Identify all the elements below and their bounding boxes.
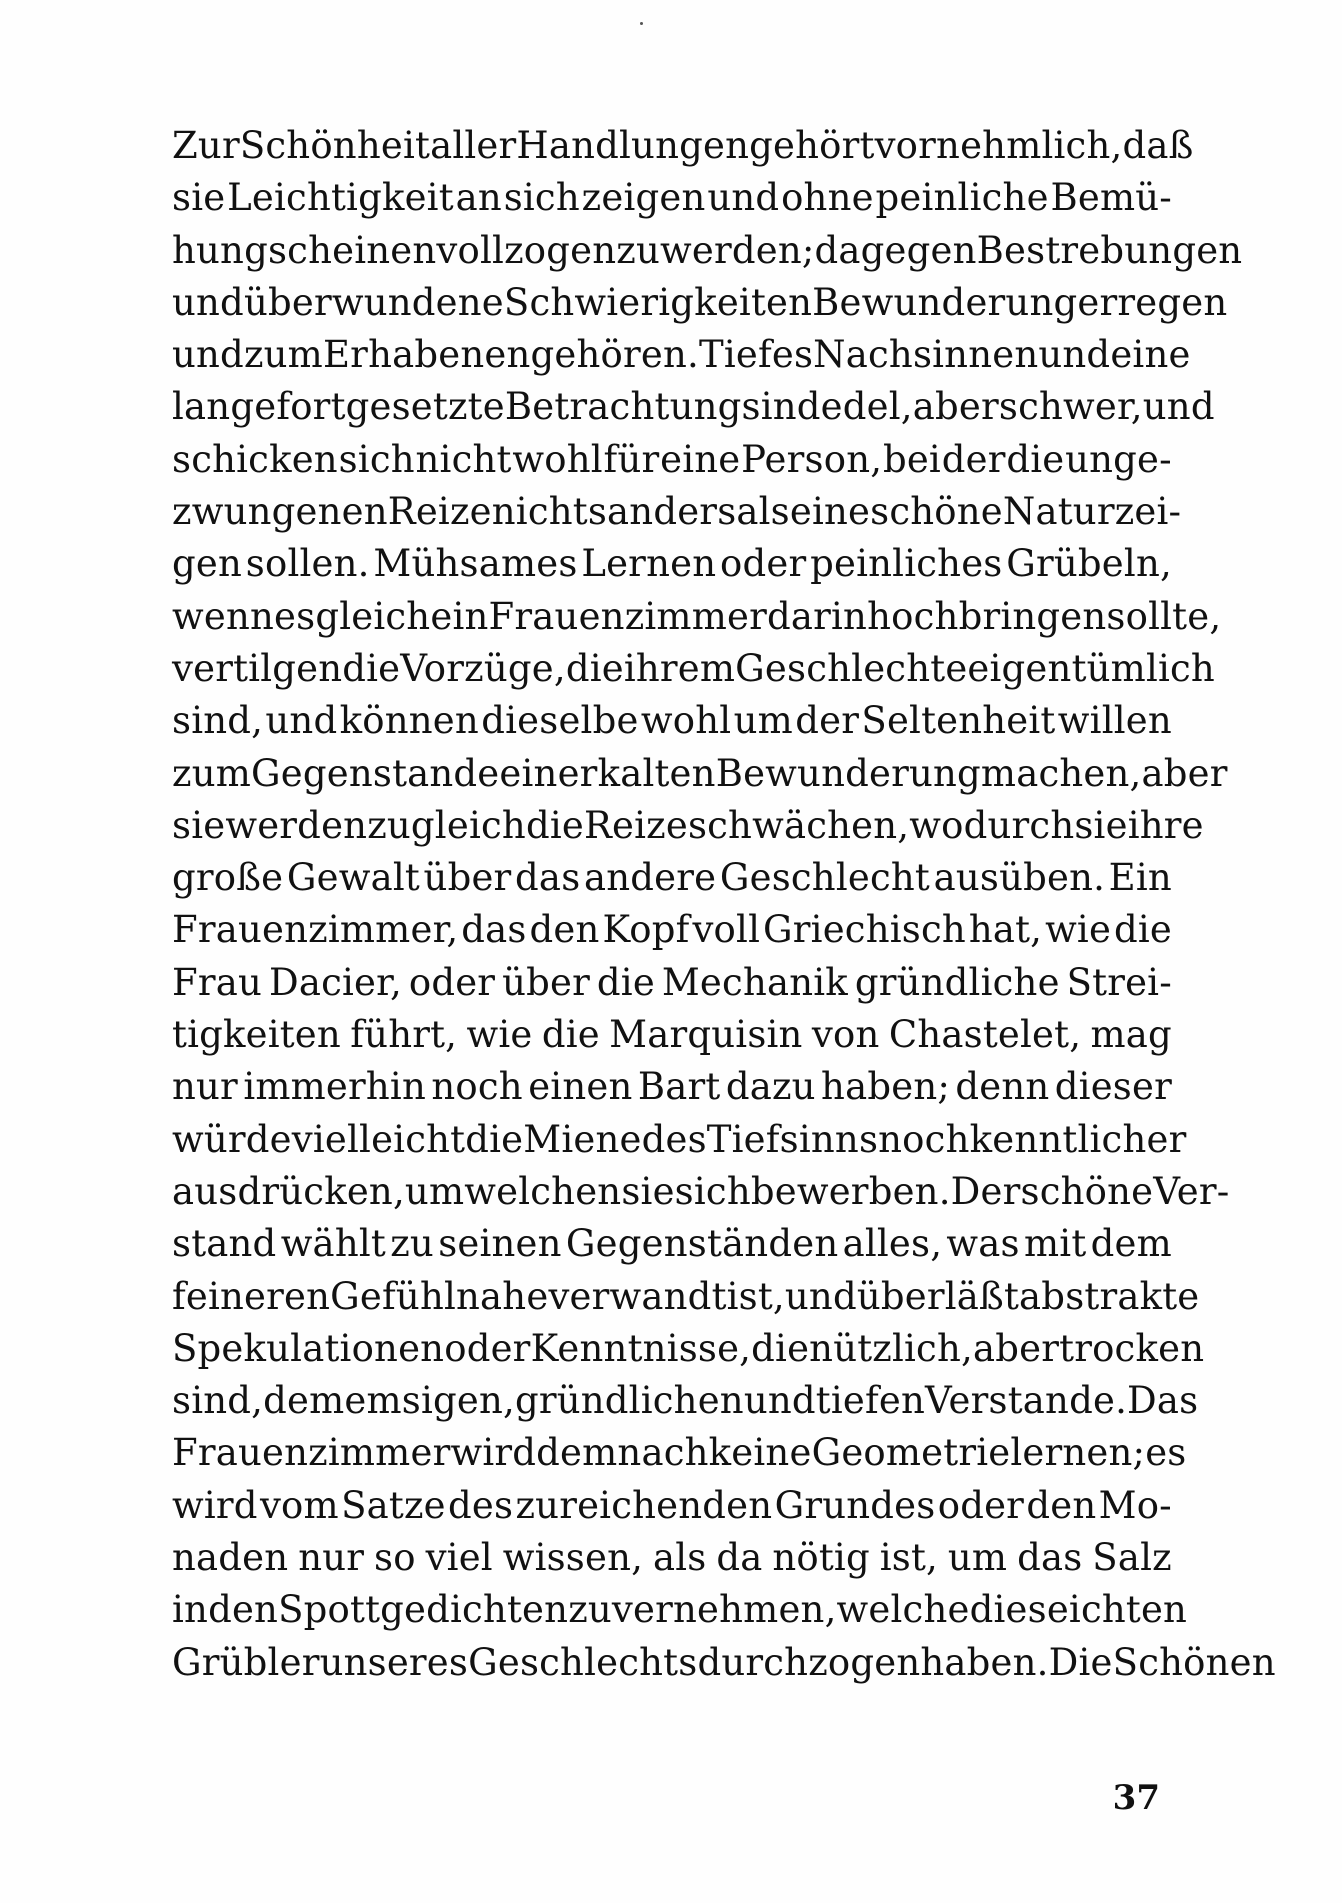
word: wohl <box>512 437 603 481</box>
word: Nachsinnen <box>813 333 1039 377</box>
word: und <box>172 280 244 324</box>
word: wie <box>1045 908 1112 952</box>
word: Frauenzimmer, <box>172 908 459 952</box>
word: Gewalt <box>286 856 420 900</box>
word: unge- <box>1065 437 1172 481</box>
word: oder <box>720 542 807 586</box>
word: peinliche <box>875 176 1049 220</box>
word: für <box>603 437 660 481</box>
word: schöne <box>1020 1169 1154 1213</box>
word: Geschlecht <box>719 856 930 900</box>
word: sind, <box>172 1379 264 1423</box>
word: bringen <box>958 594 1107 638</box>
word: aber <box>912 385 999 429</box>
word: Schönen <box>1112 1640 1276 1684</box>
word: Frauenzimmer <box>172 1431 451 1475</box>
text-line <box>172 1375 1199 1427</box>
word: um <box>733 699 793 743</box>
word: die <box>596 960 655 1004</box>
word: Geschlechts <box>468 1640 698 1684</box>
word: der <box>795 699 860 743</box>
word: vollzogen <box>436 228 617 272</box>
word: Ein <box>1108 856 1172 900</box>
word: eine <box>660 437 741 481</box>
word: Natur <box>1002 490 1115 534</box>
word: Ver- <box>1153 1169 1230 1213</box>
word: gehören. <box>530 333 699 377</box>
text-line <box>172 1480 1172 1532</box>
word: ist, <box>726 1274 785 1318</box>
word: überläßt <box>856 1274 1020 1318</box>
word: oder <box>444 1326 531 1370</box>
word: da <box>716 1536 763 1580</box>
word: einer <box>499 751 598 795</box>
body-text <box>172 120 1276 1689</box>
word: Marquisin <box>609 1013 803 1057</box>
word: ausüben. <box>933 856 1106 900</box>
word: gen <box>172 542 243 586</box>
word: nichts <box>491 490 608 534</box>
word: sind, <box>172 699 264 743</box>
word: unseres <box>319 1640 469 1684</box>
text-line <box>172 1166 1230 1218</box>
word: einen <box>528 1065 633 1109</box>
text-line <box>172 1271 1200 1323</box>
word: Erhabenen <box>322 333 531 377</box>
word: die <box>1006 437 1065 481</box>
word: mit <box>1024 1222 1087 1266</box>
word: nur <box>298 1536 365 1580</box>
text-line <box>172 957 1172 1009</box>
word: wird <box>172 1483 258 1527</box>
text-line <box>172 643 1215 695</box>
word: zum <box>243 333 323 377</box>
word: wohl <box>640 699 732 743</box>
word: wie <box>466 1013 533 1057</box>
word: Der <box>950 1169 1021 1213</box>
word: noch <box>878 1117 970 1161</box>
word: ohne <box>781 176 874 220</box>
word: Tiefsinns <box>706 1117 879 1161</box>
word: Reize <box>583 803 688 847</box>
word: Strei- <box>1066 960 1172 1004</box>
word: nötig <box>772 1536 870 1580</box>
word: Salz <box>1092 1536 1172 1580</box>
word: zeigen <box>581 176 706 220</box>
word: der <box>941 437 1006 481</box>
word: machen, <box>980 751 1142 795</box>
word: um <box>947 1536 1008 1580</box>
word: zwungenen <box>172 490 388 534</box>
text-line <box>172 1323 1205 1375</box>
word: ein <box>430 594 489 638</box>
word: Leichtigkeit <box>227 176 454 220</box>
word: eine <box>1110 333 1191 377</box>
word: anders <box>607 490 737 534</box>
word: nicht <box>415 437 512 481</box>
word: Griechisch <box>763 908 966 952</box>
word: Geometrie <box>811 1431 1011 1475</box>
word: Mo- <box>1098 1483 1172 1527</box>
word: aber <box>1141 751 1228 795</box>
word: wodurch <box>909 803 1075 847</box>
text-line <box>172 538 1172 590</box>
word: emsigen, <box>344 1379 515 1423</box>
text-line <box>172 800 1204 852</box>
word: nur <box>172 1065 238 1109</box>
word: den <box>1026 1483 1097 1527</box>
word: den <box>208 1588 279 1632</box>
text-line <box>172 1009 1172 1061</box>
word: Grundes <box>774 1483 936 1527</box>
word: edel, <box>820 385 913 429</box>
word: hat, <box>968 908 1043 952</box>
word: die <box>565 646 624 690</box>
text-line <box>172 852 1172 904</box>
word: oder <box>408 960 496 1004</box>
word: haben. <box>920 1640 1049 1684</box>
word: Die <box>1048 1640 1113 1684</box>
word: Kopf <box>602 908 690 952</box>
word: stand <box>172 1222 277 1266</box>
word: welche <box>836 1588 970 1632</box>
word: Bart <box>637 1065 721 1109</box>
word: zugleich <box>367 803 526 847</box>
word: was <box>946 1222 1020 1266</box>
word: Bestrebungen <box>976 228 1243 272</box>
text-line <box>172 1218 1172 1270</box>
word: sich <box>503 176 580 220</box>
word: gründliche <box>854 960 1060 1004</box>
word: vornehmlich, <box>874 124 1123 167</box>
word: werden <box>225 803 368 847</box>
text-line <box>172 695 1172 747</box>
word: von <box>811 1013 880 1057</box>
text-line <box>172 1114 1187 1166</box>
word: willen <box>1057 699 1172 743</box>
word: gleich <box>315 594 431 638</box>
word: verwandt <box>548 1274 727 1318</box>
word: als <box>736 490 790 534</box>
word: sich <box>338 437 415 481</box>
word: und <box>784 1274 857 1318</box>
text-line <box>172 225 1243 277</box>
text-line <box>172 486 1182 538</box>
text-line <box>172 434 1172 486</box>
word: den <box>529 908 600 952</box>
word: schicken <box>172 437 338 481</box>
word: Geschlechte <box>735 646 968 690</box>
word: zum <box>172 751 252 795</box>
word: und <box>1142 385 1215 429</box>
word: führt, <box>350 1013 458 1057</box>
word: vertilgen <box>172 646 343 690</box>
text-line <box>172 591 1222 643</box>
word: aber <box>972 1326 1060 1370</box>
word: Spottgedichten <box>278 1588 569 1632</box>
word: demnach <box>536 1431 709 1475</box>
text-line <box>172 381 1215 433</box>
word: die <box>342 646 401 690</box>
word: Schönheit <box>239 124 431 167</box>
word: es <box>274 594 316 638</box>
word: peinliches <box>810 542 1003 586</box>
word: des <box>641 1117 707 1161</box>
text-line <box>172 1532 1172 1584</box>
word: und <box>1038 333 1111 377</box>
word: ihrem <box>623 646 736 690</box>
text-line <box>172 1427 1187 1479</box>
word: welchen <box>464 1169 622 1213</box>
text-line <box>172 120 1194 172</box>
word: durchzogen <box>697 1640 921 1684</box>
word: nützlich, <box>809 1326 973 1370</box>
word: eigentümlich <box>967 646 1215 690</box>
word: die <box>1113 908 1172 952</box>
word: Mechanik <box>661 960 848 1004</box>
word: bei <box>882 437 941 481</box>
word: lange <box>172 385 277 429</box>
word: Satze <box>341 1483 446 1527</box>
word: es <box>1145 1431 1187 1475</box>
word: haben; <box>821 1065 951 1109</box>
word: schwächen, <box>687 803 910 847</box>
word: Gegenständen <box>565 1222 839 1266</box>
word: Das <box>1127 1379 1199 1423</box>
word: bewerben. <box>750 1169 951 1213</box>
word: über <box>423 856 512 900</box>
word: Frau <box>172 960 263 1004</box>
word: Tiefes <box>698 333 814 377</box>
word: gehört <box>749 124 875 167</box>
word: vielleicht <box>291 1117 466 1161</box>
word: die <box>465 1117 524 1161</box>
word: Bewunderung <box>715 751 981 795</box>
word: Schwierigkeiten <box>503 280 813 324</box>
word: Gegenstande <box>251 751 500 795</box>
word: große <box>172 856 284 900</box>
word: ist, <box>879 1536 938 1580</box>
word: lernen; <box>1010 1431 1146 1475</box>
word: sie <box>172 176 226 220</box>
word: sie <box>621 1169 675 1213</box>
word: dem <box>1090 1222 1172 1266</box>
word: schöne <box>870 490 1003 534</box>
word: kenntlicher <box>969 1117 1187 1161</box>
word: Handlungen <box>516 124 750 167</box>
word: viel <box>425 1536 493 1580</box>
word: sie <box>1074 803 1128 847</box>
word: eine <box>789 490 871 534</box>
word: sie <box>172 803 226 847</box>
word: wählt <box>280 1222 386 1266</box>
word: an <box>455 176 502 220</box>
text-line <box>172 329 1191 381</box>
word: Miene <box>523 1117 642 1161</box>
word: die <box>541 1013 600 1057</box>
text-line <box>172 904 1172 956</box>
word: fortgesetzte <box>276 385 505 429</box>
word: seichten <box>1027 1588 1188 1632</box>
word: aller <box>430 124 517 167</box>
word: oder <box>937 1483 1025 1527</box>
word: die <box>969 1588 1028 1632</box>
word: Person, <box>741 437 883 481</box>
word: naden <box>172 1536 289 1580</box>
word: Grübler <box>172 1640 320 1684</box>
scan-artifact-dot <box>640 22 643 25</box>
word: Kenntnisse, <box>530 1326 752 1370</box>
word: zu <box>568 1588 612 1632</box>
word: darin <box>766 594 868 638</box>
word: Bewunderung <box>812 280 1078 324</box>
word: ihre <box>1127 803 1204 847</box>
word: Lernen <box>581 542 717 586</box>
word: zei- <box>1114 490 1182 534</box>
word: scheinen <box>267 228 437 272</box>
word: ausdrücken, <box>172 1169 405 1213</box>
word: voll <box>692 908 761 952</box>
word: das <box>515 856 581 900</box>
word: tigkeiten <box>172 1013 341 1057</box>
word: über <box>502 960 591 1004</box>
text-line <box>172 748 1228 800</box>
word: um <box>404 1169 465 1213</box>
word: erregen <box>1077 280 1228 324</box>
word: schwer, <box>998 385 1143 429</box>
word: Zur <box>172 124 240 167</box>
text-line <box>172 172 1172 224</box>
text-line <box>172 1637 1276 1689</box>
word: des <box>448 1483 514 1527</box>
word: andere <box>583 856 717 900</box>
word: alles, <box>842 1222 943 1266</box>
word: dagegen <box>814 228 977 272</box>
word: zu <box>616 228 660 272</box>
word: denn <box>955 1065 1050 1109</box>
word: Vorzüge, <box>400 646 566 690</box>
word: nahe <box>456 1274 549 1318</box>
word: wissen, <box>502 1536 644 1580</box>
word: sollen. <box>245 542 370 586</box>
word: können <box>339 699 479 743</box>
word: Chastelet, <box>888 1013 1082 1057</box>
text-line <box>172 1061 1172 1113</box>
word: hung <box>172 228 268 272</box>
word: kalten <box>597 751 716 795</box>
word: trocken <box>1059 1326 1205 1370</box>
word: und <box>265 699 338 743</box>
word: überwundene <box>243 280 504 324</box>
word: Reize <box>387 490 492 534</box>
word: Verstande. <box>925 1379 1128 1423</box>
word: immerhin <box>243 1065 426 1109</box>
word: als <box>652 1536 707 1580</box>
word: Betrachtung <box>504 385 742 429</box>
word: dieselbe <box>481 699 639 743</box>
word: hoch <box>867 594 959 638</box>
word: werden; <box>659 228 815 272</box>
word: sollte, <box>1106 594 1222 638</box>
word: daß <box>1122 124 1194 167</box>
word: feineren <box>172 1274 331 1318</box>
word: sind <box>741 385 821 429</box>
word: mag <box>1090 1013 1172 1057</box>
word: das <box>1017 1536 1083 1580</box>
word: die <box>525 803 584 847</box>
word: vernehmen, <box>611 1588 837 1632</box>
word: so <box>374 1536 416 1580</box>
word: und <box>707 176 780 220</box>
word: würde <box>172 1117 292 1161</box>
word: Gefühl <box>330 1274 457 1318</box>
word: Seltenheit <box>861 699 1056 743</box>
word: in <box>172 1588 209 1632</box>
word: seinen <box>438 1222 562 1266</box>
word: wird <box>450 1431 537 1475</box>
word: dazu <box>725 1065 816 1109</box>
word: Bemü- <box>1050 176 1172 220</box>
word: tiefen <box>815 1379 926 1423</box>
word: und <box>172 333 244 377</box>
word: die <box>751 1326 810 1370</box>
word: noch <box>431 1065 523 1109</box>
word: dieser <box>1054 1065 1172 1109</box>
word: sich <box>674 1169 751 1213</box>
word: wenn <box>172 594 275 638</box>
word: zureichenden <box>515 1483 773 1527</box>
word: gründlichen <box>514 1379 744 1423</box>
page-number: 37 <box>1112 1778 1160 1818</box>
word: zu <box>390 1222 434 1266</box>
word: Dacier, <box>268 960 402 1004</box>
word: Grübeln, <box>1006 542 1172 586</box>
word: vom <box>259 1483 339 1527</box>
word: keine <box>708 1431 812 1475</box>
word: abstrakte <box>1019 1274 1200 1318</box>
word: das <box>461 908 527 952</box>
word: dem <box>263 1379 345 1423</box>
word: Frauenzimmer <box>488 594 767 638</box>
word: Spekulationen <box>172 1326 445 1370</box>
word: und <box>743 1379 816 1423</box>
text-line <box>172 277 1228 329</box>
word: Mühsames <box>373 542 578 586</box>
text-line <box>172 1584 1188 1636</box>
